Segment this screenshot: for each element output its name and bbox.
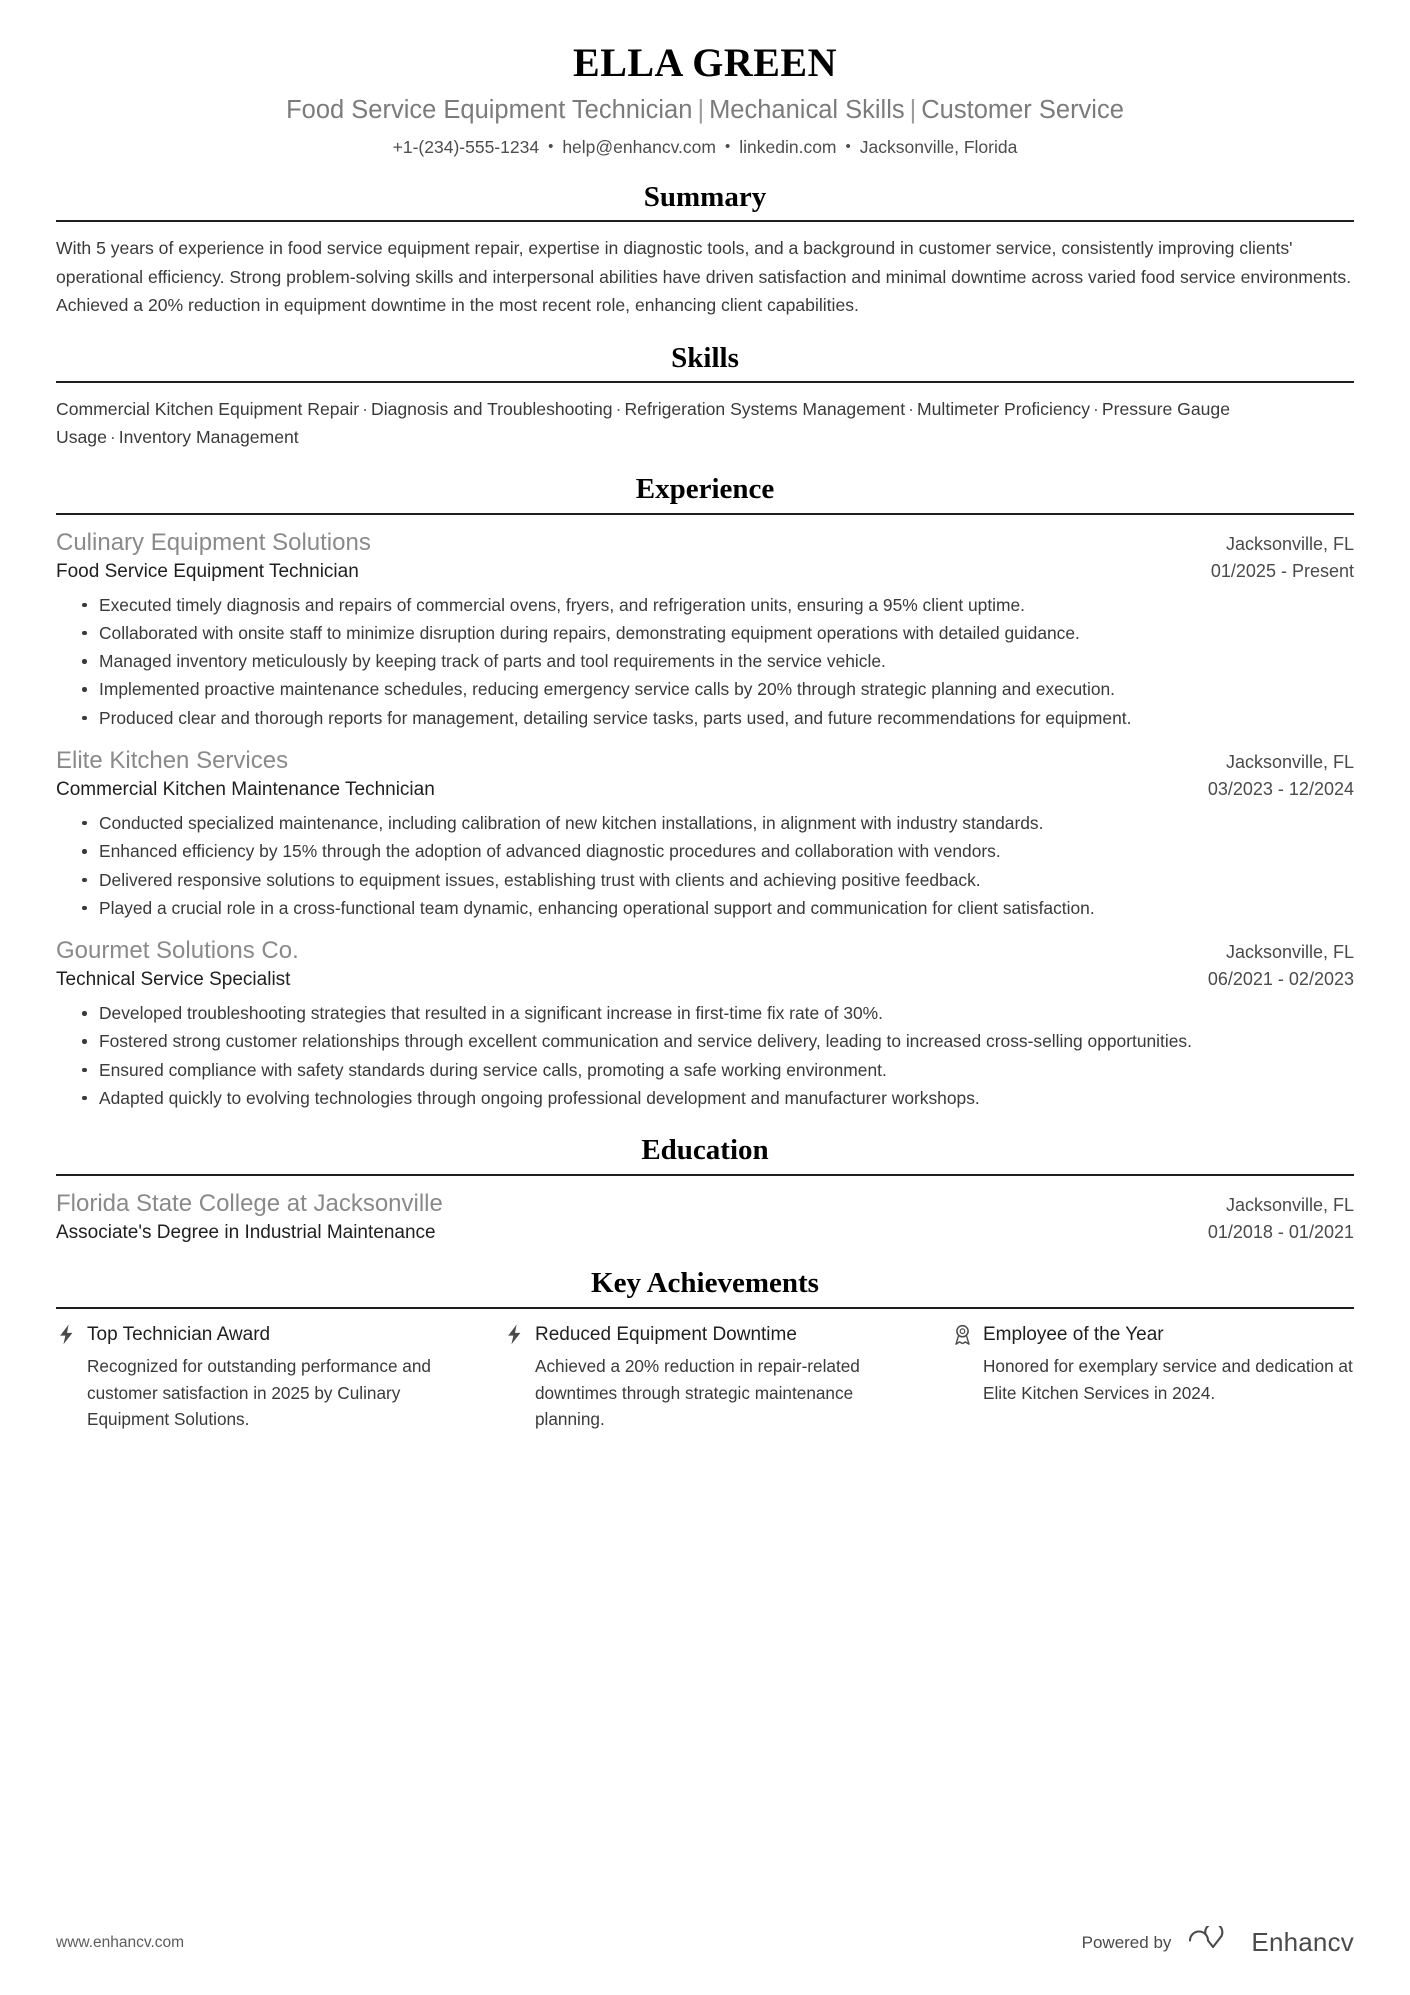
contact-separator: • bbox=[548, 138, 554, 156]
skill-item: Commercial Kitchen Equipment Repair bbox=[56, 399, 360, 420]
resume-footer bbox=[56, 1926, 1354, 1959]
contact-phone[interactable]: +1-(234)-555-1234 bbox=[392, 137, 540, 158]
experience-location: Jacksonville, FL bbox=[1225, 942, 1354, 963]
section-divider bbox=[56, 220, 1354, 222]
skill-separator: · bbox=[109, 427, 116, 448]
summary-text: With 5 years of experience in food service equipment repair, expertise in diagnostic tools, and a background in customer service, consistently improving clients' operational efficiency. Strong problem-solving skills and interpersonal abilities have driven satisfaction and minimal downtime across varied food service environments. Achieved a 20% reduction in equipment downtime in the most recent role, enhancing client capabilities. bbox=[56, 238, 1352, 316]
achievement-title: Employee of the Year bbox=[983, 1323, 1164, 1345]
education-location: Jacksonville, FL bbox=[1225, 1194, 1354, 1215]
contact-separator: • bbox=[724, 138, 731, 156]
skill-item: Inventory Management bbox=[118, 427, 299, 448]
section-experience bbox=[56, 473, 1354, 1112]
contact-location[interactable]: Jacksonville, Florida bbox=[859, 137, 1018, 158]
award-medal-icon bbox=[952, 1323, 972, 1347]
enhancv-logo-icon bbox=[1186, 1926, 1240, 1959]
headline-separator: | bbox=[697, 96, 705, 124]
contact-email[interactable]: help@enhancv.com bbox=[562, 137, 716, 158]
experience-organization: Culinary Equipment Solutions bbox=[56, 528, 371, 556]
section-divider bbox=[56, 1174, 1354, 1176]
achievement-title: Top Technician Award bbox=[87, 1323, 271, 1345]
skill-item: Diagnosis and Troubleshooting bbox=[371, 399, 613, 420]
section-divider bbox=[56, 513, 1354, 515]
experience-bullet: Executed timely diagnosis and repairs of commercial ovens, fryers, and refrigeration units, ensuring a 95% client uptime. bbox=[82, 592, 1354, 619]
experience-organization: Gourmet Solutions Co. bbox=[56, 937, 299, 965]
experience-entry bbox=[56, 745, 1354, 922]
experience-location: Jacksonville, FL bbox=[1225, 533, 1354, 554]
experience-bullet: Managed inventory meticulously by keeping track of parts and tool requirements in the service vehicle. bbox=[82, 648, 1354, 675]
achievement-header bbox=[952, 1323, 1354, 1347]
lightning-bolt-icon bbox=[504, 1323, 524, 1347]
contact-separator: • bbox=[845, 138, 851, 156]
achievement-item bbox=[952, 1323, 1354, 1433]
experience-bullets bbox=[56, 1000, 1354, 1112]
education-dates: 01/2018 - 01/2021 bbox=[1207, 1221, 1354, 1242]
achievement-item bbox=[56, 1323, 504, 1433]
experience-dates: 03/2023 - 12/2024 bbox=[1207, 779, 1354, 800]
section-divider bbox=[56, 1307, 1354, 1309]
experience-entry-subheader bbox=[56, 967, 1354, 993]
achievement-header bbox=[56, 1323, 458, 1347]
experience-bullet: Implemented proactive maintenance schedules, reducing emergency service calls by 20% through strategic planning and execution. bbox=[82, 676, 1354, 703]
experience-bullet: Enhanced efficiency by 15% through the adoption of advanced diagnostic procedures and collaboration with vendors. bbox=[82, 838, 1354, 865]
experience-bullets bbox=[56, 592, 1354, 733]
lightning-bolt-icon bbox=[56, 1323, 76, 1347]
experience-bullet: Fostered strong customer relationships through excellent communication and service delivery, leading to increased cross-selling opportunities. bbox=[82, 1028, 1354, 1055]
achievement-title: Reduced Equipment Downtime bbox=[535, 1323, 797, 1345]
skill-item: Multimeter Proficiency bbox=[916, 399, 1091, 420]
skill-separator: · bbox=[362, 399, 368, 420]
section-summary bbox=[56, 181, 1354, 320]
experience-entry-header bbox=[56, 527, 1354, 558]
experience-organization: Elite Kitchen Services bbox=[56, 747, 289, 775]
experience-role: Technical Service Specialist bbox=[56, 969, 291, 991]
section-title-summary: Summary bbox=[643, 180, 767, 213]
achievement-header bbox=[504, 1323, 906, 1347]
skill-item: Pressure Gauge Usage bbox=[56, 399, 1231, 448]
education-role: Associate's Degree in Industrial Maintenance bbox=[56, 1221, 436, 1243]
headline-part: Customer Service bbox=[921, 96, 1124, 124]
powered-by-label: Powered by bbox=[1081, 1932, 1172, 1952]
experience-bullets bbox=[56, 810, 1354, 922]
experience-entry-subheader bbox=[56, 559, 1354, 585]
experience-location: Jacksonville, FL bbox=[1225, 752, 1354, 773]
experience-entry-subheader bbox=[56, 777, 1354, 803]
experience-role: Food Service Equipment Technician bbox=[56, 560, 359, 582]
achievement-item bbox=[504, 1323, 952, 1433]
contact-linkedin[interactable]: linkedin.com bbox=[739, 137, 837, 158]
section-skills bbox=[56, 342, 1354, 452]
enhancv-brand bbox=[1186, 1926, 1354, 1959]
resume-header bbox=[56, 0, 1354, 159]
experience-entry-header bbox=[56, 745, 1354, 776]
skills-list bbox=[56, 395, 1354, 451]
achievements-grid bbox=[56, 1323, 1354, 1433]
experience-bullet: Ensured compliance with safety standards during service calls, promoting a safe working environment. bbox=[82, 1057, 1354, 1084]
experience-bullet: Developed troubleshooting strategies that resulted in a significant increase in first-time fix rate of 30%. bbox=[82, 1000, 1354, 1027]
candidate-name: ELLA GREEN bbox=[573, 40, 837, 85]
skill-separator: · bbox=[908, 399, 914, 420]
experience-entry bbox=[56, 527, 1354, 732]
candidate-headline bbox=[56, 94, 1354, 127]
experience-bullet: Adapted quickly to evolving technologies through ongoing professional development and manufacturer workshops. bbox=[82, 1085, 1354, 1112]
headline-part: Mechanical Skills bbox=[709, 96, 905, 124]
contact-line bbox=[56, 136, 1354, 159]
experience-bullet: Conducted specialized maintenance, including calibration of new kitchen installations, in alignment with industry standards. bbox=[82, 810, 1354, 837]
education-entry bbox=[56, 1188, 1354, 1246]
powered-by-block bbox=[1082, 1926, 1354, 1959]
section-title-skills: Skills bbox=[671, 341, 739, 374]
headline-separator: | bbox=[909, 96, 917, 124]
education-entries bbox=[56, 1188, 1354, 1246]
education-entry-header bbox=[56, 1188, 1354, 1219]
experience-bullet: Played a crucial role in a cross-functional team dynamic, enhancing operational support and communication for client satisfaction. bbox=[82, 895, 1354, 922]
achievement-description: Achieved a 20% reduction in repair-related downtimes through strategic maintenance planning. bbox=[535, 1356, 860, 1430]
achievement-description: Honored for exemplary service and dedication at Elite Kitchen Services in 2024. bbox=[983, 1356, 1353, 1403]
section-title-education: Education bbox=[641, 1134, 769, 1167]
education-entry-subheader bbox=[56, 1220, 1354, 1246]
experience-dates: 01/2025 - Present bbox=[1210, 560, 1354, 581]
experience-dates: 06/2021 - 02/2023 bbox=[1207, 969, 1354, 990]
section-title-experience: Experience bbox=[635, 473, 775, 506]
footer-url[interactable]: www.enhancv.com bbox=[56, 1933, 185, 1951]
section-divider bbox=[56, 381, 1354, 383]
experience-entry-header bbox=[56, 935, 1354, 966]
section-education bbox=[56, 1134, 1354, 1245]
achievement-description: Recognized for outstanding performance and customer satisfaction in 2025 by Culinary Equipment Solutions. bbox=[87, 1356, 431, 1430]
headline-part: Food Service Equipment Technician bbox=[286, 96, 693, 124]
section-key-achievements bbox=[56, 1267, 1354, 1433]
experience-entries bbox=[56, 527, 1354, 1113]
section-title-key-achievements: Key Achievements bbox=[591, 1267, 819, 1300]
education-organization: Florida State College at Jacksonville bbox=[56, 1189, 443, 1217]
experience-entry bbox=[56, 935, 1354, 1112]
skill-item: Refrigeration Systems Management bbox=[624, 399, 906, 420]
experience-bullet: Delivered responsive solutions to equipment issues, establishing trust with clients and achieving positive feedback. bbox=[82, 867, 1354, 894]
experience-role: Commercial Kitchen Maintenance Technician bbox=[56, 779, 435, 801]
experience-bullet: Produced clear and thorough reports for management, detailing service tasks, parts used, and future recommendations for equipment. bbox=[82, 705, 1354, 732]
skill-separator: · bbox=[615, 399, 622, 420]
skill-separator: · bbox=[1093, 399, 1099, 420]
enhancv-brand-name: Enhancv bbox=[1251, 1927, 1354, 1957]
experience-bullet: Collaborated with onsite staff to minimize disruption during repairs, demonstrating equipment operations with detailed guidance. bbox=[82, 620, 1354, 647]
